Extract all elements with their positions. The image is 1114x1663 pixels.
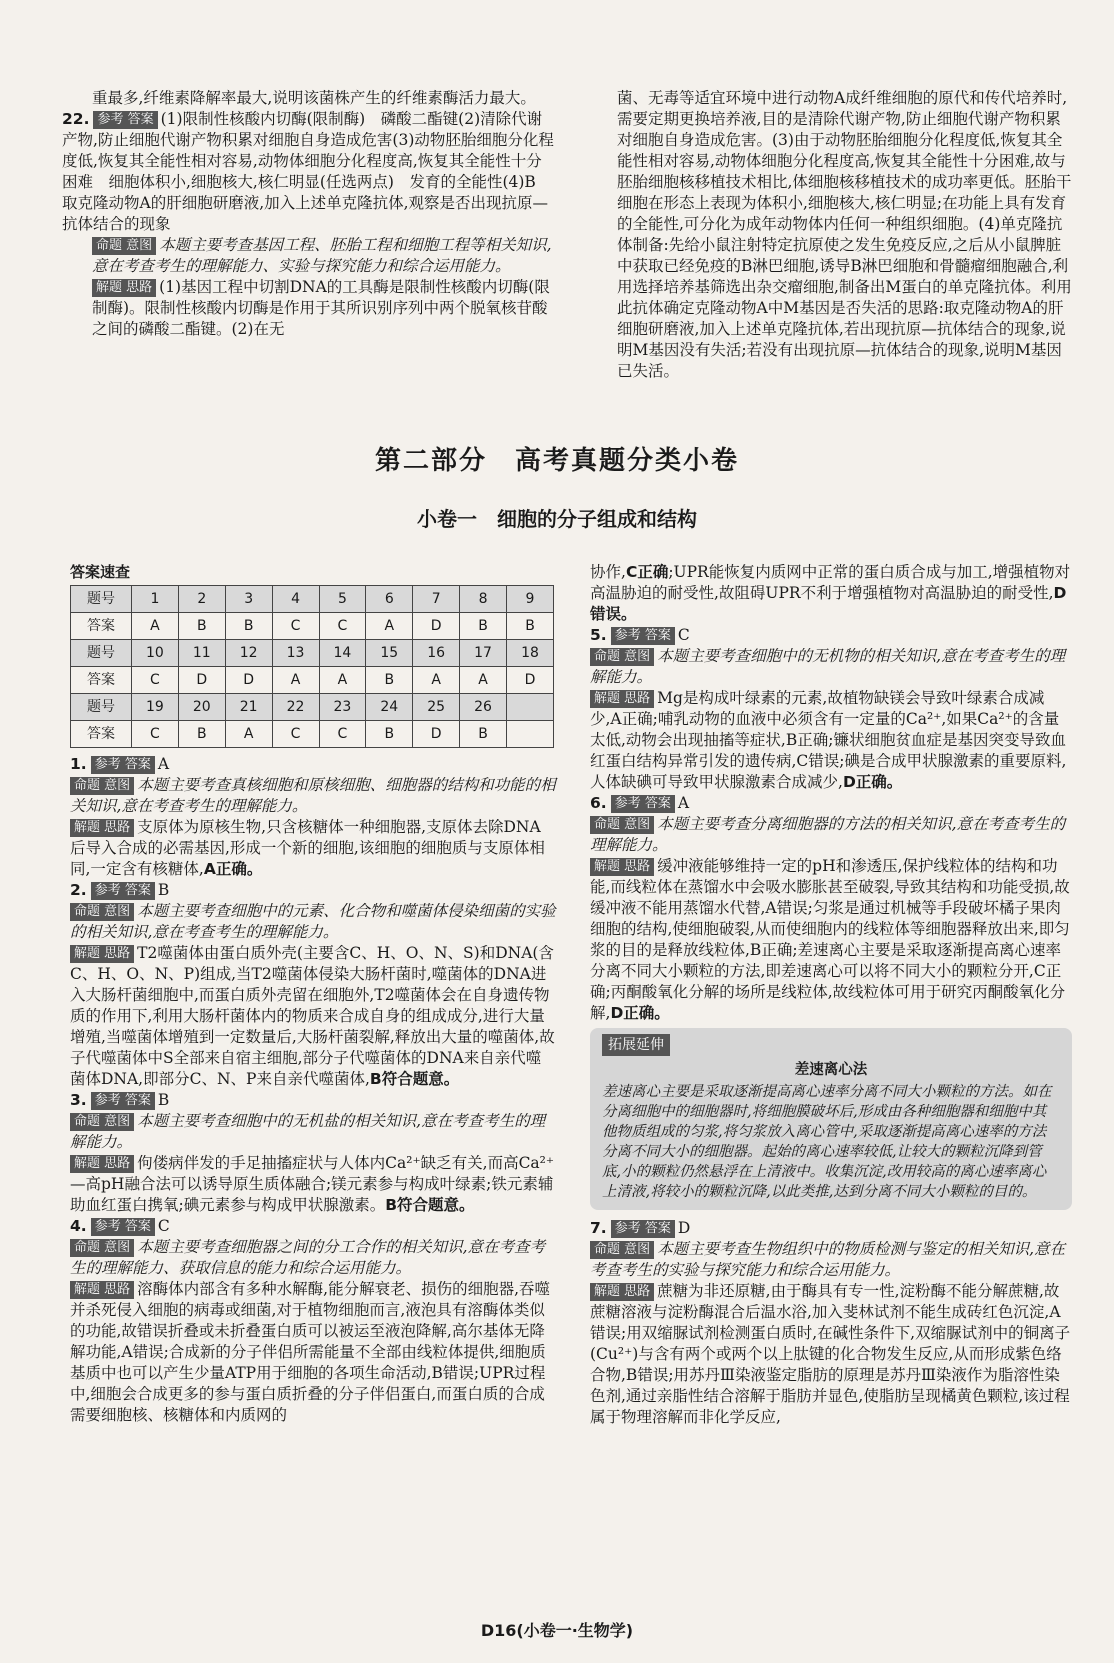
continued-bold: D错误。 bbox=[590, 584, 1067, 623]
question-number-cell: 13 bbox=[272, 640, 319, 667]
answer-cell: C bbox=[319, 613, 366, 640]
intent-text: 本题主要考查细胞中的元素、化合物和噬菌体侵染细菌的实验的相关知识,意在考查考生的理解能力。 bbox=[70, 902, 556, 941]
question-number: 2. bbox=[70, 881, 87, 899]
answer-tag: 参考 答案 bbox=[611, 795, 675, 813]
intent-tag: 命题 意图 bbox=[70, 1239, 134, 1257]
answer-cell: B bbox=[366, 721, 413, 748]
row-label: 答案 bbox=[71, 721, 132, 748]
answer-cell: D bbox=[225, 667, 272, 694]
question-number: 5. bbox=[590, 626, 607, 644]
idea-block bbox=[590, 1281, 1072, 1428]
question-number-cell: 26 bbox=[460, 694, 507, 721]
idea-tag: 解题 思路 bbox=[70, 1155, 134, 1173]
answer-letter: D bbox=[677, 1219, 691, 1237]
intent-tag: 命题 意图 bbox=[70, 777, 134, 795]
idea-tag: 解题 思路 bbox=[590, 858, 654, 876]
intent-block bbox=[70, 1237, 556, 1279]
question-number-cell: 23 bbox=[319, 694, 366, 721]
question-number-cell: 20 bbox=[178, 694, 225, 721]
question-number-cell: 19 bbox=[132, 694, 179, 721]
intent-block bbox=[590, 646, 1072, 688]
page-footer: D16(小卷一·生物学) bbox=[480, 1621, 634, 1640]
question-number-cell: 14 bbox=[319, 640, 366, 667]
question-6 bbox=[590, 793, 1072, 814]
idea-conclusion: A正确。 bbox=[203, 860, 263, 878]
extension-title: 差速离心法 bbox=[794, 1062, 868, 1078]
question-number-cell: 22 bbox=[272, 694, 319, 721]
answer-tag: 参考 答案 bbox=[91, 1092, 155, 1110]
question-number-cell: 3 bbox=[225, 586, 272, 613]
answer-cell: A bbox=[132, 613, 179, 640]
idea-tag: 解题 思路 bbox=[590, 690, 654, 708]
intent-tag: 命题 意图 bbox=[590, 1241, 654, 1259]
question-number-cell: 15 bbox=[366, 640, 413, 667]
answer-letter: C bbox=[677, 626, 690, 644]
answer-cell: B bbox=[178, 721, 225, 748]
intent-text: 本题主要考查真核细胞和原核细胞、细胞器的结构和功能的相关知识,意在考查考生的理解能力。 bbox=[70, 776, 556, 815]
question-number-cell: 16 bbox=[413, 640, 460, 667]
idea-tag: 解题 思路 bbox=[70, 945, 134, 963]
answer-tag: 参考 答案 bbox=[611, 627, 675, 645]
answer-row bbox=[71, 613, 554, 640]
answer-cell: A bbox=[413, 667, 460, 694]
intent-block bbox=[70, 775, 556, 817]
answer-cell: B bbox=[178, 613, 225, 640]
answer-row bbox=[71, 721, 554, 748]
question-4 bbox=[70, 1216, 556, 1237]
answer-table-label: 答案速查 bbox=[70, 563, 131, 581]
answer-tag: 参考 答案 bbox=[91, 756, 155, 774]
question-number-cell: 21 bbox=[225, 694, 272, 721]
answer-cell: B bbox=[460, 613, 507, 640]
intent-text: 本题主要考查细胞器之间的分工合作的相关知识,意在考查考生的理解能力、获取信息的能力和综合运用能力。 bbox=[70, 1238, 546, 1277]
idea-block bbox=[70, 1279, 556, 1426]
row-label: 题号 bbox=[71, 694, 132, 721]
intent-text: 本题主要考查细胞中的无机盐的相关知识,意在考查考生的理解能力。 bbox=[70, 1112, 546, 1151]
question-number-cell: 9 bbox=[507, 586, 554, 613]
intent-tag: 命题 意图 bbox=[92, 237, 156, 255]
question-7 bbox=[590, 1218, 1072, 1239]
answer-cell: D bbox=[413, 613, 460, 640]
idea-block bbox=[70, 943, 556, 1090]
question-number-cell: 6 bbox=[366, 586, 413, 613]
answer-cell: A bbox=[460, 667, 507, 694]
intent-tag: 命题 意图 bbox=[590, 816, 654, 834]
intent-block bbox=[590, 814, 1072, 856]
intent-text: 本题主要考查生物组织中的物质检测与鉴定的相关知识,意在考查考生的实验与探究能力和综合运用能力。 bbox=[590, 1240, 1066, 1279]
question-22 bbox=[62, 109, 554, 235]
row-label: 答案 bbox=[71, 667, 132, 694]
intent-block bbox=[590, 1239, 1072, 1281]
intent-block bbox=[70, 1111, 556, 1153]
question-number: 4. bbox=[70, 1217, 87, 1235]
question-number-cell: 4 bbox=[272, 586, 319, 613]
answer-cell: B bbox=[366, 667, 413, 694]
bottom-left-column bbox=[70, 562, 556, 1426]
idea-text: 蔗糖为非还原糖,由于酶具有专一性,淀粉酶不能分解蔗糖,故蔗糖溶液与淀粉酶混合后温水浴,加入斐林试剂不能生成砖红色沉淀,A错误;用双缩脲试剂检测蛋白质时,在碱性条件下,双缩脲试剂中的铜离子(Cu²⁺)与含有两个或两个以上肽键的化合物发生反应,从而形成紫色络合物,B错误;用苏丹Ⅲ染液鉴定脂肪的原理是苏丹Ⅲ染液作为脂溶性染色剂,通过亲脂性结合溶解于脂肪并显色,使脂肪呈现橘黄色颗粒,该过程属于物理溶解而非化学反应, bbox=[590, 1282, 1071, 1426]
answer-cell: D bbox=[507, 667, 554, 694]
answer-letter: A bbox=[157, 755, 170, 773]
answer-letter: B bbox=[157, 1091, 170, 1109]
extension-tag: 拓展延伸 bbox=[602, 1034, 670, 1056]
question-3 bbox=[70, 1090, 556, 1111]
question-number: 3. bbox=[70, 1091, 87, 1109]
question-number-cell: 1 bbox=[132, 586, 179, 613]
idea-block bbox=[70, 817, 556, 880]
intent-tag: 命题 意图 bbox=[70, 903, 134, 921]
question-number-cell bbox=[507, 694, 554, 721]
question-number-cell: 2 bbox=[178, 586, 225, 613]
idea-tag: 解题 思路 bbox=[70, 819, 134, 837]
question-number-cell: 18 bbox=[507, 640, 554, 667]
intent-text: 本题主要考查分离细胞器的方法的相关知识,意在考查考生的理解能力。 bbox=[590, 815, 1066, 854]
answer-cell: A bbox=[272, 667, 319, 694]
question-number-cell: 17 bbox=[460, 640, 507, 667]
question-number-cell: 10 bbox=[132, 640, 179, 667]
top-right-column bbox=[617, 88, 1072, 382]
idea-conclusion: D正确。 bbox=[610, 1004, 670, 1022]
continued-text: 菌、无毒等适宜环境中进行动物A成纤维细胞的原代和传代培养时,需要定期更换培养液,目的是清除代谢产物,防止细胞代谢产物积累对细胞自身造成危害。(3)由于动物胚胎细胞分化程度低,恢复其全能性相对容易,动物体细胞分化程度高,恢复其全能性十分困难,故与胚胎细胞核移植技术相比,体细胞核移植技术的成功率更低。胚胎干细胞在形态上表现为体积小,细胞核大,核仁明显;在功能上具有发育的全能性,可分化为成年动物体内任何一种组织细胞。(4)单克隆抗体制备:先给小鼠注射特定抗原使之发生免疫反应,之后从小鼠脾脏中获取已经免疫的B淋巴细胞,诱导B淋巴细胞和骨髓瘤细胞融合,利用选择培养基筛选出杂交瘤细胞,制备出M蛋白的单克隆抗体。利用此抗体确定克隆动物A中M基因是否失活的思路:取克隆动物A的肝细胞研磨液,加入上述单克隆抗体,若出现抗原—抗体结合的现象,说明M基因没有失活;若没有出现抗原—抗体结合的现象,说明M基因已失活。 bbox=[617, 89, 1072, 380]
question-1 bbox=[70, 754, 556, 775]
answer-letter: B bbox=[157, 881, 170, 899]
answer-cell: C bbox=[319, 721, 366, 748]
bottom-right-column bbox=[590, 562, 1072, 1428]
idea-block bbox=[92, 277, 554, 340]
question-number-cell: 24 bbox=[366, 694, 413, 721]
row-label: 答案 bbox=[71, 613, 132, 640]
question-number-row bbox=[71, 694, 554, 721]
answer-cell: A bbox=[366, 613, 413, 640]
row-label: 题号 bbox=[71, 640, 132, 667]
continued-part: 协作, bbox=[590, 563, 626, 581]
idea-text: 佝偻病伴发的手足抽搐症状与人体内Ca²⁺缺乏有关,而高Ca²⁺—高pH融合法可以诱导原生质体融合;镁元素参与构成叶绿素;铁元素辅助血红蛋白携氧;碘元素参与构成甲状腺激素。 bbox=[70, 1154, 555, 1214]
extension-body: 差速离心主要是采取逐渐提高离心速率分离不同大小颗粒的方法。如在分离细胞中的细胞器时,将细胞膜破坏后,形成由各种细胞器和细胞中其他物质组成的匀浆,将匀浆放入离心管中,采取逐渐提高离心速率的方法分离不同大小的细胞器。起始的离心速率较低,让较大的颗粒沉降到管底,小的颗粒仍然悬浮在上清液中。收集沉淀,改用较高的离心速率离心上清液,将较小的颗粒沉降,以此类推,达到分离不同大小颗粒的目的。 bbox=[602, 1084, 1052, 1200]
answer-cell bbox=[507, 721, 554, 748]
question-number-cell: 5 bbox=[319, 586, 366, 613]
question-2 bbox=[70, 880, 556, 901]
question-number: 22. bbox=[62, 110, 90, 128]
question-number-cell: 7 bbox=[413, 586, 460, 613]
idea-tag: 解题 思路 bbox=[70, 1281, 134, 1299]
answer-letter: A bbox=[677, 794, 690, 812]
idea-tag: 解题 思路 bbox=[92, 279, 156, 297]
intent-block bbox=[92, 235, 554, 277]
answer-cell: A bbox=[319, 667, 366, 694]
top-left-column bbox=[62, 88, 554, 340]
answer-cell: B bbox=[225, 613, 272, 640]
idea-block bbox=[70, 1153, 556, 1216]
answer-tag: 参考 答案 bbox=[611, 1220, 675, 1238]
question-number-cell: 25 bbox=[413, 694, 460, 721]
answer-cell: C bbox=[272, 613, 319, 640]
extension-box bbox=[590, 1028, 1072, 1210]
question-number-row bbox=[71, 586, 554, 613]
idea-tag: 解题 思路 bbox=[590, 1283, 654, 1301]
answer-tag: 参考 答案 bbox=[91, 882, 155, 900]
question-5 bbox=[590, 625, 1072, 646]
idea-conclusion: D正确。 bbox=[842, 773, 903, 791]
question-number-cell: 12 bbox=[225, 640, 272, 667]
answer-cell: C bbox=[132, 721, 179, 748]
answer-tag: 参考 答案 bbox=[93, 111, 157, 129]
answer-cell: C bbox=[132, 667, 179, 694]
idea-text: 溶酶体内部含有多种水解酶,能分解衰老、损伤的细胞器,吞噬并杀死侵入细胞的病毒或细菌,对于植物细胞而言,液泡具有溶酶体类似的功能,故错误折叠或未折叠蛋白质可以被运至液泡降解,高尔基体无降解功能,A错误;合成新的分子伴侣所需能量不全部由线粒体提供,细胞质基质中也可以产生少量ATP用于细胞的各项生命活动,B错误;UPR过程中,细胞会合成更多的参与蛋白质折叠的分子伴侣蛋白,而蛋白质的合成需要细胞核、核糖体和内质网的 bbox=[70, 1280, 550, 1424]
idea-text: 支原体为原核生物,只含核糖体一种细胞器,支原体去除DNA后导入合成的必需基因,形成一个新的细胞,该细胞的细胞质与支原体相同,一定含有核糖体, bbox=[70, 818, 545, 878]
continued-text bbox=[590, 562, 1072, 625]
idea-text: (1)基因工程中切割DNA的工具酶是限制性核酸内切酶(限制酶)。限制性核酸内切酶是作用于其所识别序列中两个脱氧核苷酸之间的磷酸二酯键。(2)在无 bbox=[92, 278, 550, 338]
question-number-cell: 11 bbox=[178, 640, 225, 667]
row-label: 题号 bbox=[71, 586, 132, 613]
continued-text: 重最多,纤维素降解率最大,说明该菌株产生的纤维素酶活力最大。 bbox=[92, 89, 536, 107]
question-number-row bbox=[71, 640, 554, 667]
question-number: 1. bbox=[70, 755, 87, 773]
answer-cell: B bbox=[507, 613, 554, 640]
intent-block bbox=[70, 901, 556, 943]
intent-tag: 命题 意图 bbox=[70, 1113, 134, 1131]
answer-row bbox=[71, 667, 554, 694]
intent-tag: 命题 意图 bbox=[590, 648, 654, 666]
answer-text: (1)限制性核酸内切酶(限制酶) 磷酸二酯键(2)清除代谢产物,防止细胞代谢产物积累对细胞自身造成危害(3)动物胚胎细胞分化程度低,恢复其全能性相对容易,动物体细胞分化程度高,恢复其全能性十分困难 细胞体积小,细胞核大,核仁明显(任选两点) 发育的全能性(4)B 取克隆动物A的肝细胞研磨液,加入上述单克隆抗体,观察是否出现抗原—抗体结合的现象 bbox=[62, 110, 554, 233]
idea-conclusion: B符合题意。 bbox=[385, 1196, 475, 1214]
question-number: 7. bbox=[590, 1219, 607, 1237]
idea-text: T2噬菌体由蛋白质外壳(主要含C、H、O、N、S)和DNA(含C、H、O、N、P)组成,当T2噬菌体侵染大肠杆菌时,噬菌体的DNA进入大肠杆菌细胞中,而蛋白质外壳留在细胞外,T2噬菌体会在自身遗传物质的作用下,利用大肠杆菌体内的物质来合成自身的组成成分,进行大量增殖,当噬菌体增殖到一定数量后,大肠杆菌裂解,释放出大量的噬菌体,故子代噬菌体中S全部来自宿主细胞,部分子代噬菌体的DNA来自亲代噬菌体DNA,即部分C、N、P来自亲代噬菌体, bbox=[70, 944, 555, 1088]
intent-text: 本题主要考查细胞中的无机物的相关知识,意在考查考生的理解能力。 bbox=[590, 647, 1066, 686]
answer-cell: D bbox=[413, 721, 460, 748]
answer-cell: D bbox=[178, 667, 225, 694]
idea-block bbox=[590, 688, 1072, 793]
question-number-cell: 8 bbox=[460, 586, 507, 613]
answer-cell: A bbox=[225, 721, 272, 748]
idea-conclusion: B符合题意。 bbox=[369, 1070, 460, 1088]
answer-letter: C bbox=[157, 1217, 170, 1235]
section-subtitle: 小卷一 细胞的分子组成和结构 bbox=[417, 507, 697, 531]
answer-cell: C bbox=[272, 721, 319, 748]
answer-table bbox=[70, 585, 554, 748]
answer-tag: 参考 答案 bbox=[91, 1218, 155, 1236]
idea-text: 缓冲液能够维持一定的pH和渗透压,保护线粒体的结构和功能,而线粒体在蒸馏水中会吸水膨胀甚至破裂,导致其结构和功能受损,故缓冲液不能用蒸馏水代替,A错误;匀浆是通过机械等手段破坏橘子果肉细胞的结构,使细胞破裂,从而使细胞内的线粒体等细胞器释放出来,即匀浆的目的是释放线粒体,B正确;差速离心主要是采取逐渐提高离心速率分离不同大小颗粒的方法,即差速离心可以将不同大小的颗粒分开,C正确;丙酮酸氧化分解的场所是线粒体,故线粒体可用于研究丙酮酸氧化分解, bbox=[590, 857, 1070, 1022]
section-title: 第二部分 高考真题分类小卷 bbox=[374, 446, 739, 476]
answer-cell: B bbox=[460, 721, 507, 748]
idea-text: Mg是构成叶绿素的元素,故植物缺镁会导致叶绿素合成减少,A正确;哺乳动物的血液中必须含有一定量的Ca²⁺,如果Ca²⁺的含量太低,动物会出现抽搐等症状,B正确;镰状细胞贫血症是基因突变导致血红蛋白结构异常引发的遗传病,C错误;碘是合成甲状腺激素的重要原料,人体缺碘可导致甲状腺激素合成减少, bbox=[590, 689, 1067, 791]
question-number: 6. bbox=[590, 794, 607, 812]
idea-block bbox=[590, 856, 1072, 1024]
intent-text: 本题主要考查基因工程、胚胎工程和细胞工程等相关知识,意在考查考生的理解能力、实验与探究能力和综合运用能力。 bbox=[92, 236, 552, 275]
continued-bold: C正确 bbox=[625, 563, 669, 581]
continued-part: ;UPR能恢复内质网中正常的蛋白质合成与加工,增强植物对高温胁迫的耐受性,故阻碍UPR不利于增强植物对高温胁迫的耐受性, bbox=[590, 563, 1071, 602]
